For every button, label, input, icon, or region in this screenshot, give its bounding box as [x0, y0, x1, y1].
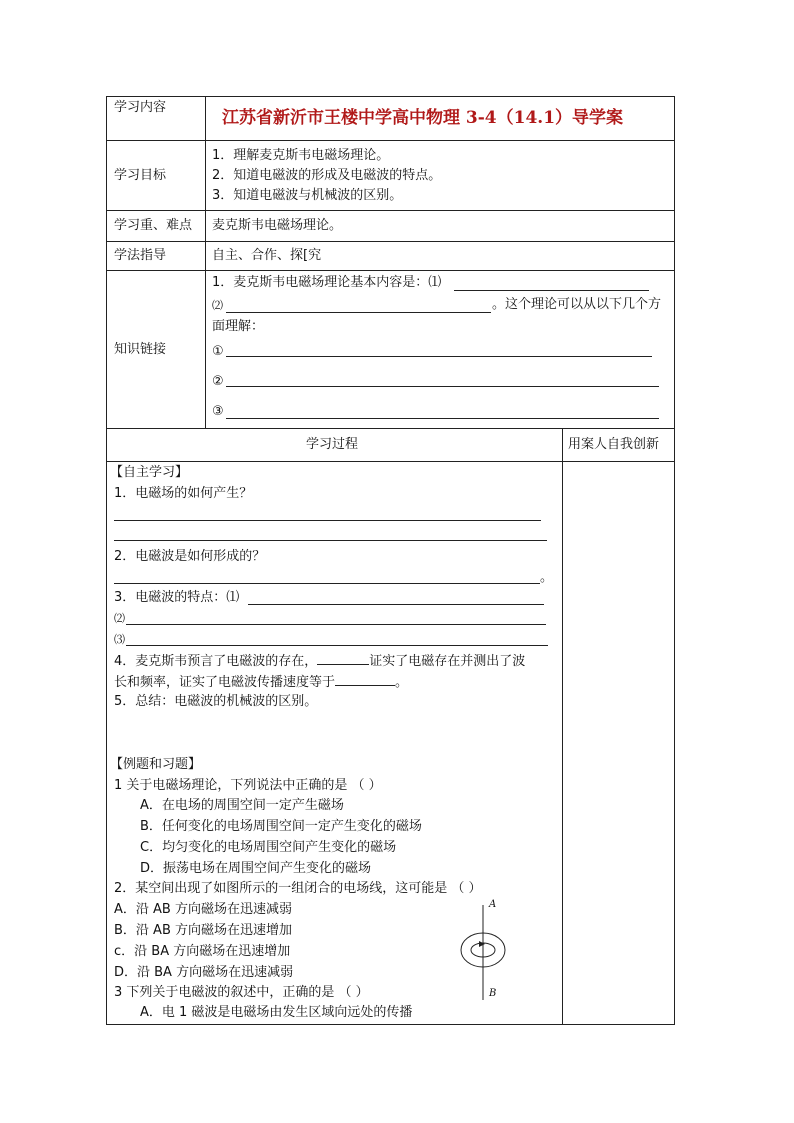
answer-blank: [126, 645, 548, 646]
example1-option: B．任何变化的电场周围空间一定产生变化的磁场: [140, 819, 422, 834]
example3-stem: 3 下列关于电磁波的叙述中，正确的是 （ ）: [114, 985, 369, 1000]
answer-blank: [114, 583, 540, 584]
method-text: 自主、合作、探[究: [212, 248, 322, 263]
label-goals: 学习目标: [114, 168, 167, 183]
example2-option: D．沿 BA 方向磁场在迅速减弱: [114, 965, 294, 980]
field-direction-arrow: [479, 941, 485, 947]
page-title: 江苏省新沂市王楼中学高中物理 3-4（14.1）导学案: [222, 108, 624, 128]
row-divider: [106, 140, 675, 141]
answer-blank: [126, 624, 546, 625]
goal-item: 2．知道电磁波的形成及电磁波的特点。: [212, 168, 442, 183]
row-divider: [106, 270, 675, 271]
self-study-q4-line1: [114, 653, 525, 670]
row-divider: [106, 428, 675, 429]
q4-line2-prefix: 长和频率，证实了电磁波传播速度等于: [114, 675, 336, 690]
circle-marker: ③: [212, 404, 224, 419]
answer-blank: [226, 312, 491, 313]
goal-item: 1．理解麦克斯韦电磁场理论。: [212, 148, 390, 163]
answer-blank: [226, 386, 659, 387]
example2-stem: 2．某空间出现了如图所示的一组闭合的电场线，这可能是 （ ）: [114, 881, 482, 896]
self-study-q3-item3: ⑶: [114, 633, 125, 646]
figure-label-b: B: [489, 988, 497, 999]
knowledge-q1: 1．麦克斯韦电磁场理论基本内容是：⑴: [212, 275, 442, 290]
q4-line2-suffix: 。: [395, 675, 409, 690]
label-column-divider: [205, 96, 206, 428]
answer-blank: [226, 356, 652, 357]
answer-blank: [114, 520, 541, 521]
self-study-heading: 【自主学习】: [110, 465, 189, 480]
example2-option: B．沿 AB 方向磁场在迅速增加: [114, 923, 292, 938]
self-study-q1: 1．电磁场的如何产生？: [114, 486, 253, 501]
self-study-q3-item2: ⑵: [114, 612, 125, 625]
row-divider: [106, 461, 675, 462]
label-content: 学习内容: [114, 100, 167, 115]
example1-option: A．在电场的周围空间一定产生磁场: [140, 798, 344, 813]
figure-label-a: A: [489, 899, 497, 910]
label-method: 学法指导: [114, 248, 167, 263]
label-knowledge: 知识链接: [114, 342, 167, 357]
knowledge-q1-continued: 。这个理论可以从以下几个方: [492, 297, 662, 312]
row-divider: [106, 210, 675, 211]
self-study-q2-end: 。: [540, 570, 554, 585]
self-study-q3: 3．电磁波的特点：⑴: [114, 590, 240, 605]
goal-item: 3．知道电磁波与机械波的区别。: [212, 188, 403, 203]
example2-option: A．沿 AB 方向磁场在迅速减弱: [114, 902, 292, 917]
example2-option: c．沿 BA 方向磁场在迅速增加: [114, 944, 291, 959]
example3-option: A．电 1 磁波是电磁场由发生区域向远处的传播: [140, 1005, 413, 1020]
answer-blank: [248, 604, 544, 605]
answer-blank: [317, 653, 369, 665]
keypoints-text: 麦克斯韦电磁场理论。: [212, 218, 343, 233]
self-study-q2: 2．电磁波是如何形成的？: [114, 549, 266, 564]
knowledge-q1-line3: 面理解：: [212, 319, 265, 334]
answer-blank: [226, 418, 659, 419]
self-study-q4-line2: [114, 674, 408, 691]
knowledge-item2-marker: ⑵: [212, 299, 223, 312]
label-process: 学习过程: [306, 437, 359, 452]
q4-line1-suffix: 证实了电磁存在并测出了波: [369, 654, 526, 669]
label-keypoints: 学习重、难点: [114, 218, 193, 233]
self-study-q5: 5．总结：电磁波的机械波的区别。: [114, 694, 318, 709]
example1-option: D．振荡电场在周围空间产生变化的磁场: [140, 861, 372, 876]
circle-marker: ①: [212, 344, 224, 359]
example1-stem: 1 关于电磁场理论，下列说法中正确的是 （ ）: [114, 778, 382, 793]
examples-heading: 【例题和习题】: [110, 757, 202, 772]
answer-blank: [454, 290, 649, 291]
innovation-column-divider: [562, 428, 563, 1025]
circle-marker: ②: [212, 374, 224, 389]
label-innovation: 用案人自我创新: [568, 437, 660, 452]
q4-line1-prefix: 4．麦克斯韦预言了电磁波的存在，: [114, 654, 318, 669]
answer-blank: [114, 540, 547, 541]
row-divider: [106, 241, 675, 242]
answer-blank: [335, 674, 395, 686]
example1-option: C．均匀变化的电场周围空间产生变化的磁场: [140, 840, 397, 855]
